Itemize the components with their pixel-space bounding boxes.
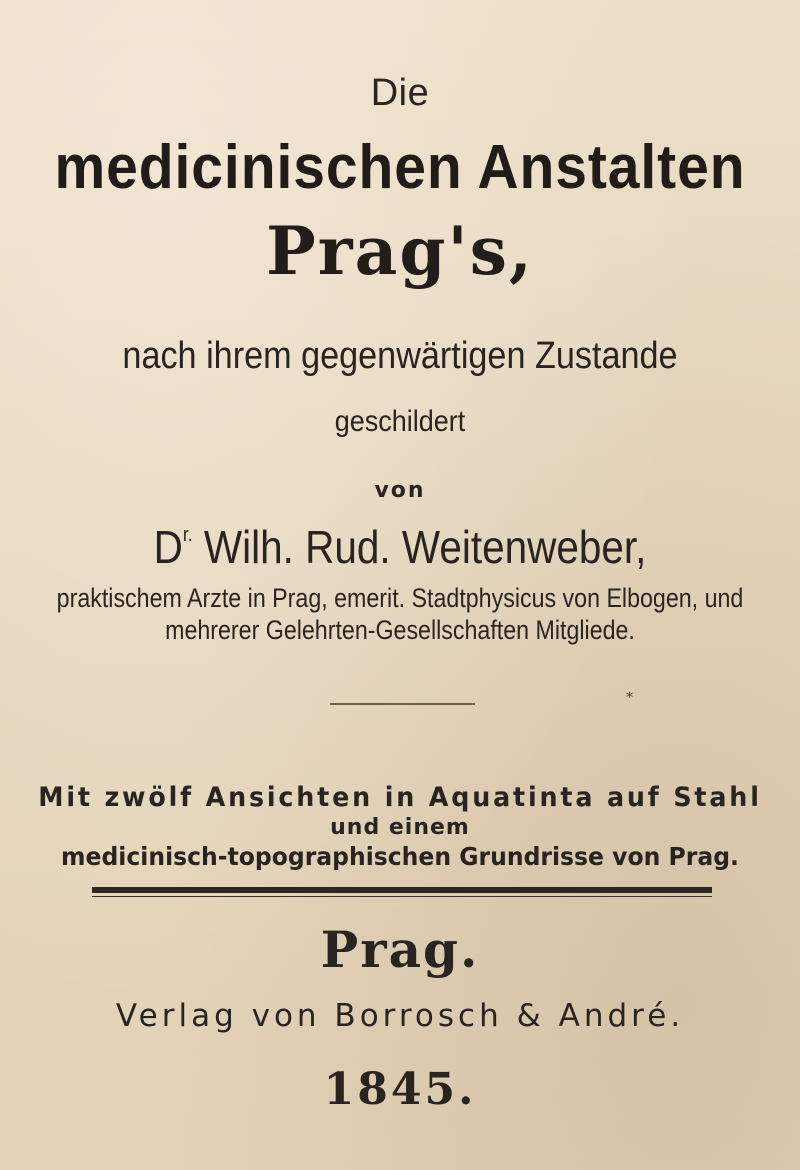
author-description-line-1: praktischem Arzte in Prag, emerit. Stadtphysicus von Elbogen, und (56, 583, 744, 613)
city-title: Prag's, (266, 212, 534, 290)
illustrations-line-3: medicinisch-topographischen Grundrisse von Prag. (61, 842, 739, 871)
publication-year: 1845. (323, 1064, 477, 1115)
imprint-city: Prag. (320, 920, 480, 979)
title-article: Die (370, 72, 430, 114)
author-prefix: D (153, 521, 183, 573)
author-description-line-2: mehrerer Gelehrten-Gesellschaften Mitgliede. (165, 615, 635, 645)
ornament-rule (330, 703, 475, 705)
author-name: Wilh. Rud. Weitenweber, (203, 521, 647, 573)
subtitle: nach ihrem gegenwärtigen Zustande (122, 335, 678, 377)
illustrations-line-1: Mit zwölf Ansichten in Aquatinta auf Stahl (38, 782, 762, 813)
ornament-star-icon: * (626, 690, 633, 706)
author-superscript: r. (182, 524, 193, 546)
subtitle-geschildert: geschildert (334, 405, 466, 438)
author-line (48, 520, 752, 574)
divider-thin (92, 896, 712, 897)
illustrations-line-2: und einem (330, 815, 470, 840)
main-title: medicinischen Anstalten (54, 133, 746, 202)
publisher: Verlag von Borrosch & André. (115, 998, 685, 1034)
by-word: von (374, 478, 426, 503)
divider-thick (92, 887, 712, 893)
